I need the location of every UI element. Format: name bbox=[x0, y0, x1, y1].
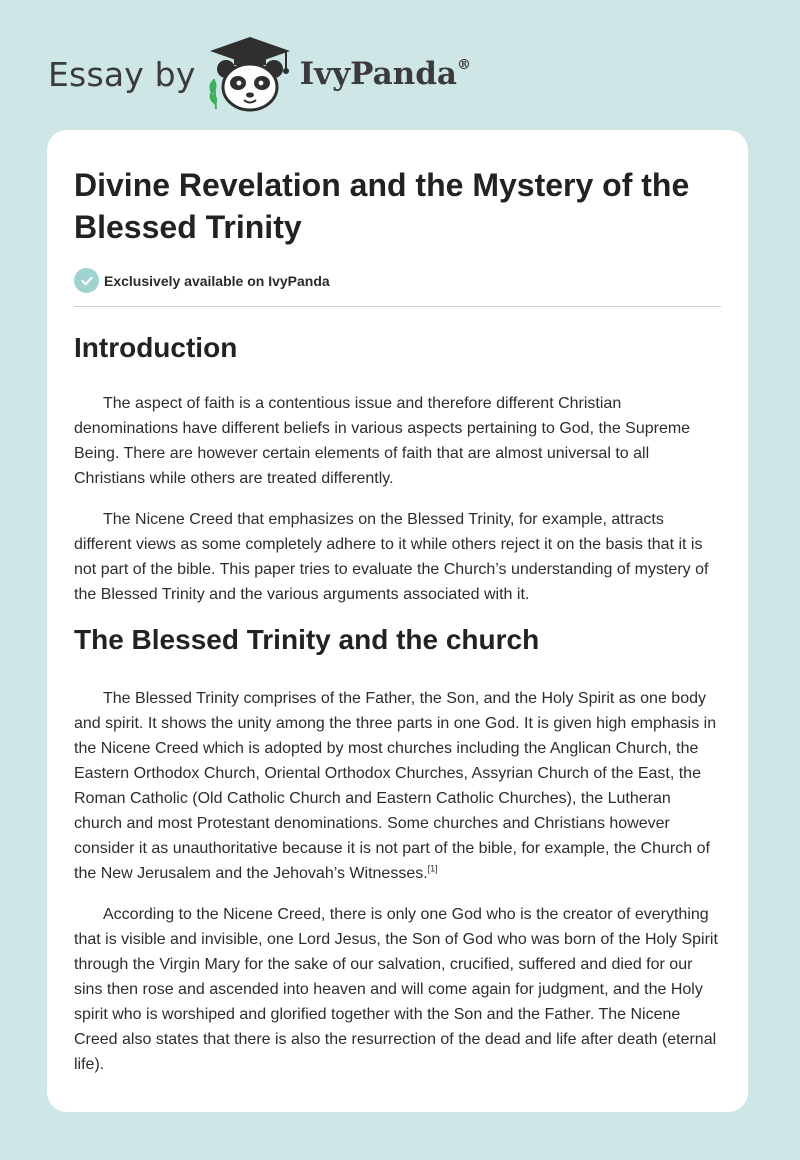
paragraph: The aspect of faith is a contentious issue and therefore different Christian denominations have different beliefs in various aspects pertaining to God, the Supreme Being. There are however certain elements of faith that are almost universal to all Christians while others are treated differently. bbox=[74, 395, 691, 487]
paragraph: The Nicene Creed that emphasizes on the Blessed Trinity, for example, attracts different views as some completely adhere to it while others reject it on the basis that it is not part of the bible. This paper tries to evaluate the Church’s understanding of mystery of the Blessed Trinity and the various arguments associated with it. bbox=[74, 511, 709, 603]
section-heading-blessed-trinity: The Blessed Trinity and the church bbox=[74, 624, 540, 655]
article-title: Divine Revelation and the Mystery of the Blessed Trinity bbox=[74, 167, 690, 245]
section-heading-introduction: Introduction bbox=[74, 332, 238, 363]
article-card bbox=[47, 130, 748, 1112]
paragraph: According to the Nicene Creed, there is only one God who is the creator of everything that is visible and invisible, one Lord Jesus, the Son of God who was born of the Holy Spirit through the Virgin Mary for the sake of our salvation, crucified, suffered and died for our sins then rose and ascended into heaven and will come again for judgment, and the Holy spirit who is worshiped and glorified together with the Son and the Father. The Nicene Creed also states that there is also the resurrection of the dead and life after death (eternal life). bbox=[74, 906, 718, 1073]
paragraph-text: The Blessed Trinity comprises of the Father, the Son, and the Holy Spirit as one body and spirit. It shows the unity among the three parts in one God. It is given high emphasis in the Nicene Creed which is adopted by most churches including the Anglican Church, the Eastern Orthodox Church, Oriental Orthodox Churches, Assyrian Church of the East, the Roman Catholic (Old Catholic Church and Eastern Catholic Churches), the Lutheran church and most Protestant denominations. Some churches and Christians however consider it as unauthoritative because it is not part of the bible, for example, the Church of the New Jerusalem and the Jehovah’s Witnesses. bbox=[74, 690, 717, 882]
footnote-link[interactable]: [1] bbox=[427, 863, 438, 874]
badge-text: Exclusively available on IvyPanda bbox=[104, 272, 330, 289]
exclusive-badge bbox=[74, 268, 721, 307]
brand-name: IvyPanda® bbox=[299, 56, 471, 92]
essay-by-label: Essay by bbox=[48, 54, 196, 94]
panda-graduation-cap-logo-icon[interactable] bbox=[204, 35, 296, 113]
site-header bbox=[48, 34, 471, 114]
paragraph-with-footnote bbox=[74, 686, 721, 886]
check-circle-icon bbox=[74, 268, 99, 293]
